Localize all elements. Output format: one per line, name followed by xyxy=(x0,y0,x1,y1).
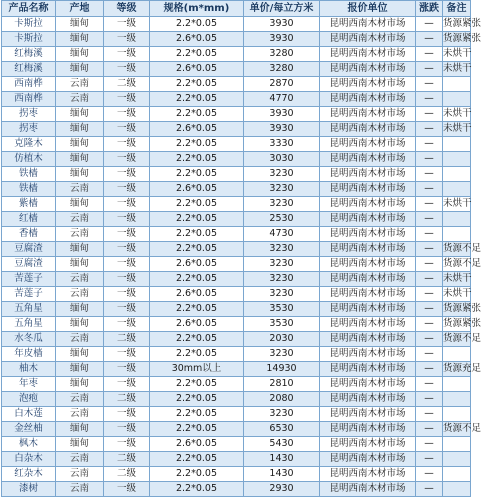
cell-origin: 缅甸 xyxy=(56,32,104,47)
cell-price: 3330 xyxy=(244,137,320,152)
cell-product-name: 卡斯拉 xyxy=(2,17,56,32)
cell-price: 2870 xyxy=(244,77,320,92)
cell-note: 货源充足 xyxy=(443,362,471,377)
table-row xyxy=(2,137,471,152)
cell-product-name: 红樯 xyxy=(2,212,56,227)
cell-spec: 2.2*0.05 xyxy=(150,17,244,32)
cell-change: — xyxy=(416,212,443,227)
cell-change: — xyxy=(416,407,443,422)
cell-origin: 缅甸 xyxy=(56,122,104,137)
table-row xyxy=(2,347,471,362)
table-row xyxy=(2,167,471,182)
cell-grade: 一级 xyxy=(104,437,150,452)
table-row xyxy=(2,227,471,242)
cell-change: — xyxy=(416,77,443,92)
cell-origin: 缅甸 xyxy=(56,347,104,362)
cell-product-name: 泡疱 xyxy=(2,392,56,407)
cell-product-name: 金丝柚 xyxy=(2,422,56,437)
cell-product-name: 五角星 xyxy=(2,302,56,317)
cell-note xyxy=(443,77,471,92)
table-row xyxy=(2,77,471,92)
cell-grade: 一级 xyxy=(104,62,150,77)
cell-note: 未烘干 xyxy=(443,197,471,212)
cell-origin: 缅甸 xyxy=(56,17,104,32)
col-header-origin: 产地 xyxy=(56,1,104,17)
cell-spec: 2.2*0.05 xyxy=(150,377,244,392)
cell-quoter: 昆明西南木材市场 xyxy=(320,422,416,437)
cell-origin: 缅甸 xyxy=(56,137,104,152)
cell-note: 货源不足 xyxy=(443,257,471,272)
cell-origin: 缅甸 xyxy=(56,197,104,212)
cell-spec: 2.2*0.05 xyxy=(150,92,244,107)
cell-note xyxy=(443,347,471,362)
cell-grade: 二级 xyxy=(104,392,150,407)
cell-price: 1430 xyxy=(244,452,320,467)
cell-price: 3230 xyxy=(244,287,320,302)
cell-origin: 云南 xyxy=(56,452,104,467)
table-row xyxy=(2,377,471,392)
cell-price: 2030 xyxy=(244,332,320,347)
cell-spec: 2.2*0.05 xyxy=(150,302,244,317)
cell-quoter: 昆明西南木材市场 xyxy=(320,332,416,347)
cell-quoter: 昆明西南木材市场 xyxy=(320,122,416,137)
cell-note: 未烘干 xyxy=(443,107,471,122)
cell-origin: 缅甸 xyxy=(56,317,104,332)
cell-note: 未烘干 xyxy=(443,122,471,137)
cell-price: 3930 xyxy=(244,17,320,32)
cell-product-name: 红杂木 xyxy=(2,467,56,482)
cell-spec: 2.2*0.05 xyxy=(150,242,244,257)
cell-price: 3530 xyxy=(244,317,320,332)
cell-price: 4730 xyxy=(244,227,320,242)
cell-note: 货源紧张 xyxy=(443,32,471,47)
col-header-price: 单价/每立方米 xyxy=(244,1,320,17)
cell-spec: 2.6*0.05 xyxy=(150,122,244,137)
cell-product-name: 五角星 xyxy=(2,317,56,332)
cell-product-name: 拐枣 xyxy=(2,107,56,122)
cell-origin: 缅甸 xyxy=(56,107,104,122)
cell-grade: 一级 xyxy=(104,272,150,287)
cell-price: 2810 xyxy=(244,377,320,392)
cell-quoter: 昆明西南木材市场 xyxy=(320,137,416,152)
cell-product-name: 铁樯 xyxy=(2,182,56,197)
cell-origin: 云南 xyxy=(56,227,104,242)
cell-change: — xyxy=(416,467,443,482)
cell-spec: 2.2*0.05 xyxy=(150,77,244,92)
cell-grade: 一级 xyxy=(104,302,150,317)
header-row xyxy=(2,1,471,17)
cell-origin: 云南 xyxy=(56,92,104,107)
cell-change: — xyxy=(416,197,443,212)
cell-change: — xyxy=(416,92,443,107)
cell-spec: 2.6*0.05 xyxy=(150,62,244,77)
cell-grade: 一级 xyxy=(104,377,150,392)
cell-price: 3530 xyxy=(244,302,320,317)
cell-change: — xyxy=(416,167,443,182)
cell-change: — xyxy=(416,137,443,152)
cell-quoter: 昆明西南木材市场 xyxy=(320,347,416,362)
cell-grade: 二级 xyxy=(104,77,150,92)
cell-product-name: 豆腐渣 xyxy=(2,242,56,257)
price-table xyxy=(1,0,481,497)
table-row xyxy=(2,452,471,467)
cell-origin: 云南 xyxy=(56,332,104,347)
cell-quoter: 昆明西南木材市场 xyxy=(320,317,416,332)
cell-note xyxy=(443,212,471,227)
cell-price: 3230 xyxy=(244,197,320,212)
cell-note xyxy=(443,467,471,482)
col-header-name: 产品名称 xyxy=(2,1,56,17)
cell-spec: 2.6*0.05 xyxy=(150,182,244,197)
cell-spec: 2.2*0.05 xyxy=(150,212,244,227)
table-row xyxy=(2,302,471,317)
cell-grade: 一级 xyxy=(104,212,150,227)
cell-origin: 缅甸 xyxy=(56,377,104,392)
cell-change: — xyxy=(416,257,443,272)
cell-note: 未烘干 xyxy=(443,287,471,302)
cell-origin: 缅甸 xyxy=(56,47,104,62)
table-row xyxy=(2,407,471,422)
cell-spec: 2.2*0.05 xyxy=(150,272,244,287)
cell-quoter: 昆明西南木材市场 xyxy=(320,407,416,422)
cell-price: 4770 xyxy=(244,92,320,107)
cell-quoter: 昆明西南木材市场 xyxy=(320,302,416,317)
cell-change: — xyxy=(416,272,443,287)
cell-spec: 2.2*0.05 xyxy=(150,167,244,182)
cell-spec: 2.2*0.05 xyxy=(150,467,244,482)
table-row xyxy=(2,17,471,32)
table-row xyxy=(2,47,471,62)
cell-origin: 缅甸 xyxy=(56,167,104,182)
cell-product-name: 漆树 xyxy=(2,482,56,497)
cell-quoter: 昆明西南木材市场 xyxy=(320,242,416,257)
cell-product-name: 柚木 xyxy=(2,362,56,377)
cell-quoter: 昆明西南木材市场 xyxy=(320,467,416,482)
cell-spec: 2.2*0.05 xyxy=(150,197,244,212)
cell-price: 3230 xyxy=(244,272,320,287)
cell-grade: 一级 xyxy=(104,482,150,497)
cell-product-name: 铁樯 xyxy=(2,167,56,182)
cell-quoter: 昆明西南木材市场 xyxy=(320,107,416,122)
cell-origin: 缅甸 xyxy=(56,62,104,77)
table-row xyxy=(2,122,471,137)
cell-note xyxy=(443,452,471,467)
cell-origin: 云南 xyxy=(56,392,104,407)
cell-spec: 2.2*0.05 xyxy=(150,227,244,242)
cell-note: 未烘干 xyxy=(443,47,471,62)
table-row xyxy=(2,212,471,227)
cell-change: — xyxy=(416,317,443,332)
table-row xyxy=(2,272,471,287)
cell-origin: 云南 xyxy=(56,482,104,497)
table-row xyxy=(2,32,471,47)
cell-note xyxy=(443,182,471,197)
cell-origin: 缅甸 xyxy=(56,257,104,272)
cell-note xyxy=(443,167,471,182)
table-row xyxy=(2,482,471,497)
cell-product-name: 水冬瓜 xyxy=(2,332,56,347)
cell-spec: 2.2*0.05 xyxy=(150,347,244,362)
cell-price: 3230 xyxy=(244,167,320,182)
cell-note: 货源不足 xyxy=(443,242,471,257)
cell-change: — xyxy=(416,62,443,77)
cell-grade: 一级 xyxy=(104,422,150,437)
cell-grade: 一级 xyxy=(104,362,150,377)
cell-price: 5430 xyxy=(244,437,320,452)
table-row xyxy=(2,197,471,212)
cell-price: 1430 xyxy=(244,467,320,482)
cell-change: — xyxy=(416,392,443,407)
col-header-change: 涨跌 xyxy=(416,1,443,17)
cell-price: 3930 xyxy=(244,32,320,47)
cell-change: — xyxy=(416,122,443,137)
table-row xyxy=(2,332,471,347)
cell-note xyxy=(443,407,471,422)
cell-quoter: 昆明西南木材市场 xyxy=(320,212,416,227)
cell-spec: 2.2*0.05 xyxy=(150,47,244,62)
cell-quoter: 昆明西南木材市场 xyxy=(320,17,416,32)
cell-grade: 一级 xyxy=(104,152,150,167)
cell-spec: 2.6*0.05 xyxy=(150,317,244,332)
cell-change: — xyxy=(416,17,443,32)
cell-grade: 一级 xyxy=(104,227,150,242)
cell-change: — xyxy=(416,347,443,362)
cell-quoter: 昆明西南木材市场 xyxy=(320,377,416,392)
cell-change: — xyxy=(416,437,443,452)
cell-note xyxy=(443,377,471,392)
cell-product-name: 香樯 xyxy=(2,227,56,242)
col-header-spec: 规格(m*mm) xyxy=(150,1,244,17)
cell-note: 未烘干 xyxy=(443,272,471,287)
cell-price: 3230 xyxy=(244,182,320,197)
cell-change: — xyxy=(416,152,443,167)
table-row xyxy=(2,362,471,377)
cell-spec: 2.2*0.05 xyxy=(150,137,244,152)
cell-product-name: 卡斯拉 xyxy=(2,32,56,47)
cell-spec: 2.2*0.05 xyxy=(150,107,244,122)
cell-grade: 一级 xyxy=(104,257,150,272)
cell-spec: 2.6*0.05 xyxy=(150,257,244,272)
cell-origin: 云南 xyxy=(56,272,104,287)
cell-quoter: 昆明西南木材市场 xyxy=(320,47,416,62)
cell-origin: 缅甸 xyxy=(56,422,104,437)
cell-product-name: 西南桦 xyxy=(2,77,56,92)
cell-grade: 一级 xyxy=(104,107,150,122)
cell-change: — xyxy=(416,362,443,377)
cell-change: — xyxy=(416,107,443,122)
cell-grade: 一级 xyxy=(104,122,150,137)
cell-price: 3930 xyxy=(244,122,320,137)
cell-grade: 一级 xyxy=(104,47,150,62)
cell-product-name: 苦莲子 xyxy=(2,287,56,302)
table-row xyxy=(2,107,471,122)
cell-product-name: 紫樯 xyxy=(2,197,56,212)
cell-price: 3030 xyxy=(244,152,320,167)
cell-price: 3280 xyxy=(244,47,320,62)
cell-quoter: 昆明西南木材市场 xyxy=(320,62,416,77)
cell-origin: 云南 xyxy=(56,77,104,92)
cell-quoter: 昆明西南木材市场 xyxy=(320,227,416,242)
cell-price: 3230 xyxy=(244,242,320,257)
table-row xyxy=(2,92,471,107)
cell-price: 2930 xyxy=(244,482,320,497)
table-row xyxy=(2,182,471,197)
cell-quoter: 昆明西南木材市场 xyxy=(320,152,416,167)
cell-change: — xyxy=(416,452,443,467)
cell-spec: 2.2*0.05 xyxy=(150,482,244,497)
cell-quoter: 昆明西南木材市场 xyxy=(320,362,416,377)
cell-spec: 2.6*0.05 xyxy=(150,287,244,302)
cell-product-name: 苦莲子 xyxy=(2,272,56,287)
cell-change: — xyxy=(416,302,443,317)
cell-quoter: 昆明西南木材市场 xyxy=(320,92,416,107)
cell-change: — xyxy=(416,377,443,392)
cell-grade: 二级 xyxy=(104,452,150,467)
cell-note: 货源紧张 xyxy=(443,302,471,317)
cell-grade: 一级 xyxy=(104,137,150,152)
cell-origin: 云南 xyxy=(56,212,104,227)
cell-change: — xyxy=(416,422,443,437)
table-row xyxy=(2,152,471,167)
cell-product-name: 红梅溪 xyxy=(2,62,56,77)
cell-price: 14930 xyxy=(244,362,320,377)
cell-quoter: 昆明西南木材市场 xyxy=(320,197,416,212)
cell-grade: 一级 xyxy=(104,242,150,257)
cell-quoter: 昆明西南木材市场 xyxy=(320,167,416,182)
cell-origin: 云南 xyxy=(56,467,104,482)
cell-grade: 一级 xyxy=(104,32,150,47)
cell-origin: 云南 xyxy=(56,407,104,422)
cell-change: — xyxy=(416,242,443,257)
cell-price: 2530 xyxy=(244,212,320,227)
cell-origin: 云南 xyxy=(56,182,104,197)
cell-note xyxy=(443,227,471,242)
cell-note xyxy=(443,437,471,452)
cell-grade: 一级 xyxy=(104,197,150,212)
cell-quoter: 昆明西南木材市场 xyxy=(320,32,416,47)
cell-product-name: 西南桦 xyxy=(2,92,56,107)
cell-grade: 二级 xyxy=(104,467,150,482)
cell-grade: 一级 xyxy=(104,347,150,362)
cell-product-name: 枫木 xyxy=(2,437,56,452)
table-row xyxy=(2,317,471,332)
cell-change: — xyxy=(416,227,443,242)
cell-spec: 2.2*0.05 xyxy=(150,452,244,467)
table-row xyxy=(2,437,471,452)
cell-change: — xyxy=(416,482,443,497)
cell-grade: 二级 xyxy=(104,332,150,347)
table-row xyxy=(2,392,471,407)
cell-grade: 一级 xyxy=(104,317,150,332)
cell-price: 3930 xyxy=(244,107,320,122)
cell-note xyxy=(443,392,471,407)
cell-change: — xyxy=(416,332,443,347)
table-row xyxy=(2,257,471,272)
cell-price: 3230 xyxy=(244,257,320,272)
cell-product-name: 仿植木 xyxy=(2,152,56,167)
cell-product-name: 白木莲 xyxy=(2,407,56,422)
cell-price: 2080 xyxy=(244,392,320,407)
cell-product-name: 年枣 xyxy=(2,377,56,392)
cell-quoter: 昆明西南木材市场 xyxy=(320,182,416,197)
cell-change: — xyxy=(416,32,443,47)
cell-grade: 一级 xyxy=(104,17,150,32)
col-header-quoter: 报价单位 xyxy=(320,1,416,17)
cell-grade: 一级 xyxy=(104,287,150,302)
cell-spec: 2.2*0.05 xyxy=(150,332,244,347)
cell-change: — xyxy=(416,47,443,62)
table-body xyxy=(2,17,481,497)
cell-grade: 一级 xyxy=(104,167,150,182)
table-row xyxy=(2,467,471,482)
cell-quoter: 昆明西南木材市场 xyxy=(320,452,416,467)
cell-quoter: 昆明西南木材市场 xyxy=(320,257,416,272)
cell-note xyxy=(443,482,471,497)
cell-quoter: 昆明西南木材市场 xyxy=(320,437,416,452)
cell-quoter: 昆明西南木材市场 xyxy=(320,272,416,287)
cell-origin: 缅甸 xyxy=(56,437,104,452)
cell-grade: 一级 xyxy=(104,407,150,422)
cell-product-name: 年皮樯 xyxy=(2,347,56,362)
cell-note: 货源紧张 xyxy=(443,17,471,32)
cell-price: 3280 xyxy=(244,62,320,77)
cell-spec: 2.6*0.05 xyxy=(150,437,244,452)
cell-price: 3230 xyxy=(244,347,320,362)
cell-origin: 缅甸 xyxy=(56,152,104,167)
cell-origin: 缅甸 xyxy=(56,362,104,377)
cell-spec: 30mm以上 xyxy=(150,362,244,377)
cell-price: 6530 xyxy=(244,422,320,437)
cell-note xyxy=(443,137,471,152)
cell-grade: 一级 xyxy=(104,182,150,197)
cell-change: — xyxy=(416,287,443,302)
cell-origin: 缅甸 xyxy=(56,302,104,317)
col-header-note: 备注 xyxy=(443,1,471,17)
table-row xyxy=(2,62,471,77)
cell-origin: 云南 xyxy=(56,287,104,302)
cell-note: 货源不足 xyxy=(443,422,471,437)
cell-spec: 2.2*0.05 xyxy=(150,392,244,407)
cell-origin: 缅甸 xyxy=(56,242,104,257)
cell-spec: 2.2*0.05 xyxy=(150,407,244,422)
cell-note xyxy=(443,92,471,107)
cell-spec: 2.6*0.05 xyxy=(150,32,244,47)
cell-product-name: 克隆木 xyxy=(2,137,56,152)
col-header-grade: 等级 xyxy=(104,1,150,17)
table-row xyxy=(2,287,471,302)
cell-quoter: 昆明西南木材市场 xyxy=(320,287,416,302)
cell-product-name: 豆腐渣 xyxy=(2,257,56,272)
table-row xyxy=(2,422,471,437)
cell-change: — xyxy=(416,182,443,197)
cell-product-name: 拐枣 xyxy=(2,122,56,137)
cell-spec: 2.2*0.05 xyxy=(150,152,244,167)
cell-grade: 一级 xyxy=(104,92,150,107)
cell-product-name: 红梅溪 xyxy=(2,47,56,62)
cell-quoter: 昆明西南木材市场 xyxy=(320,392,416,407)
cell-price: 3230 xyxy=(244,407,320,422)
cell-product-name: 白杂木 xyxy=(2,452,56,467)
cell-spec: 2.2*0.05 xyxy=(150,422,244,437)
cell-note: 未烘干 xyxy=(443,62,471,77)
cell-note xyxy=(443,152,471,167)
cell-note: 货源紧张 xyxy=(443,317,471,332)
cell-note: 货源不足 xyxy=(443,332,471,347)
table-row xyxy=(2,242,471,257)
cell-quoter: 昆明西南木材市场 xyxy=(320,77,416,92)
cell-quoter: 昆明西南木材市场 xyxy=(320,482,416,497)
